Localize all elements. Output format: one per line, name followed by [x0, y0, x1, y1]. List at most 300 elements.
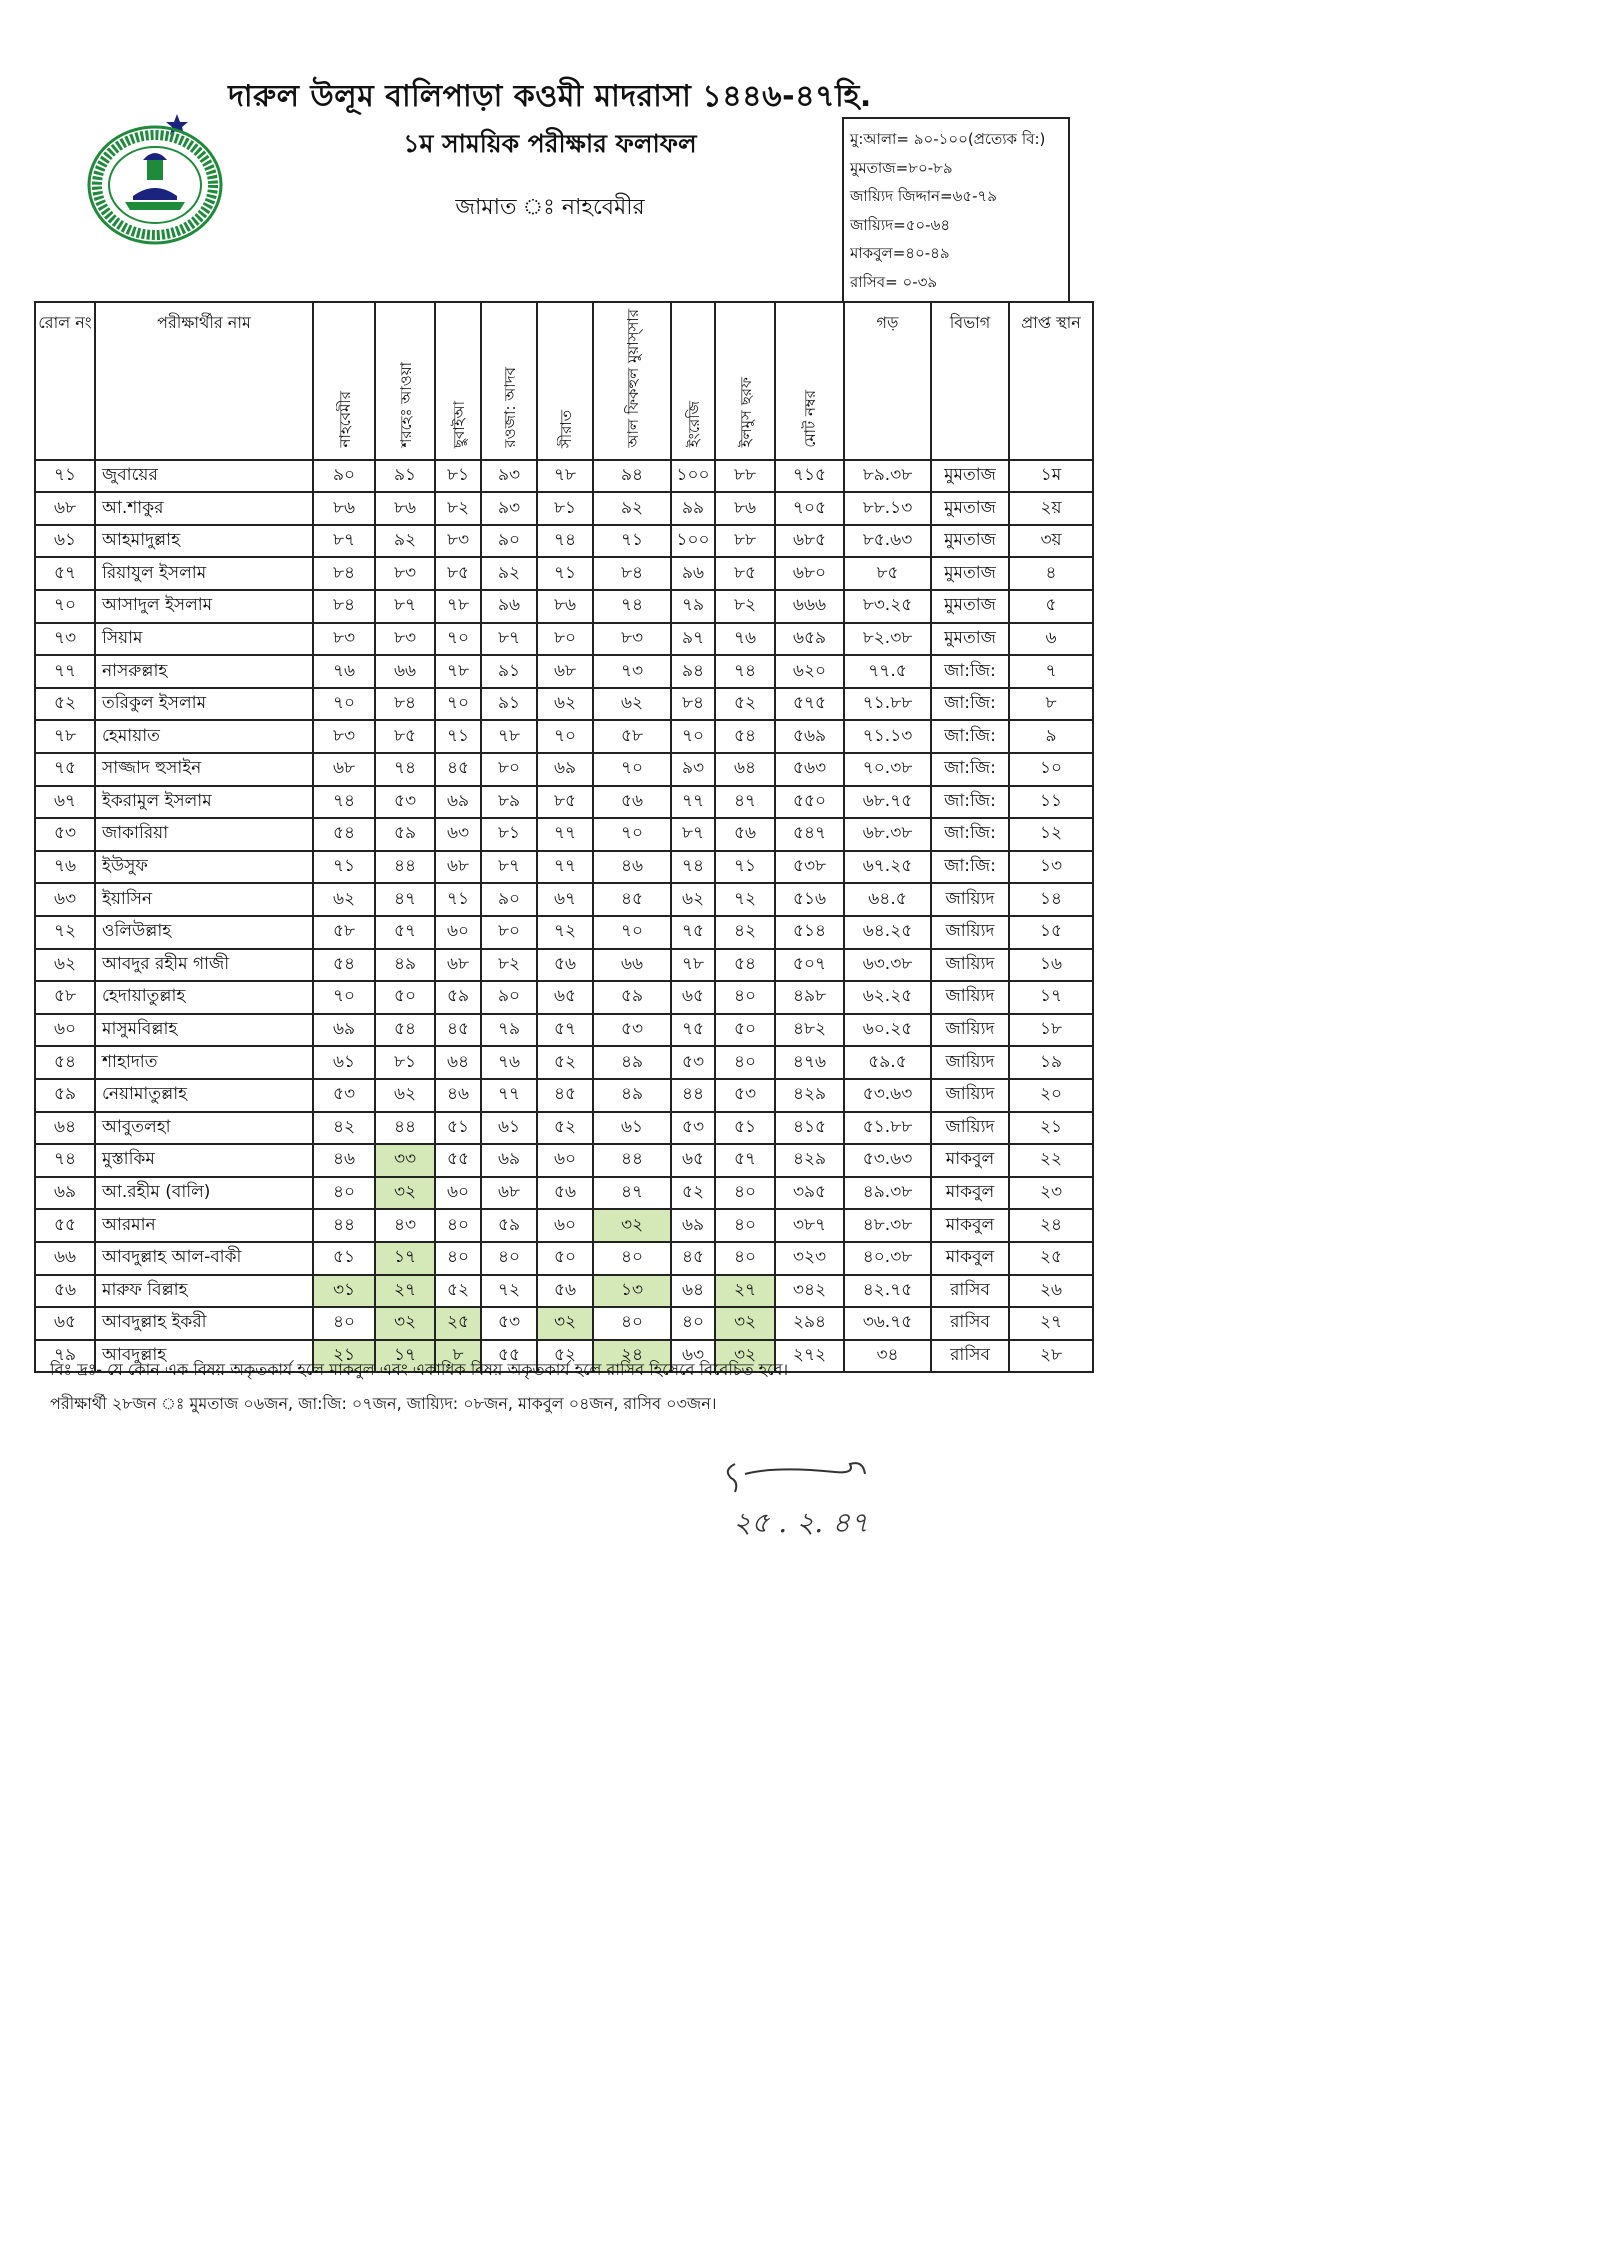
mark-cell: ৮৬: [715, 492, 775, 525]
mark-cell: ৭৮: [481, 720, 537, 753]
average-cell: ৬০.২৫: [844, 1014, 931, 1047]
mark-cell: ৫১: [715, 1112, 775, 1145]
mark-cell: ৮২: [715, 590, 775, 623]
average-cell: ৮৯.৩৮: [844, 460, 931, 493]
name-cell: আবদুর রহীম গাজী: [95, 949, 313, 982]
results-table: [34, 301, 1094, 1373]
name-cell: জুবায়ের: [95, 460, 313, 493]
mark-cell: ৫৪: [375, 1014, 435, 1047]
name-cell: ইয়াসিন: [95, 883, 313, 916]
mark-cell: ৬৬: [593, 949, 671, 982]
mark-cell: ৫৬: [593, 786, 671, 819]
mark-cell: ৭১: [715, 851, 775, 884]
col-header-subject: [313, 302, 375, 460]
position-cell: ১৭: [1009, 981, 1093, 1014]
position-cell: ২০: [1009, 1079, 1093, 1112]
position-cell: ৭: [1009, 655, 1093, 688]
average-cell: ৭০.৩৮: [844, 753, 931, 786]
total-cell: ৬৫৯: [775, 623, 844, 656]
table-row: [35, 786, 1093, 819]
mark-cell: ২৭: [375, 1275, 435, 1308]
mark-cell: ৬৯: [481, 1144, 537, 1177]
mark-cell: ৮০: [481, 916, 537, 949]
mark-cell: ২৪: [593, 1340, 671, 1373]
table-row: [35, 818, 1093, 851]
name-cell: মারুফ বিল্লাহ: [95, 1275, 313, 1308]
mark-cell: ৮৬: [313, 492, 375, 525]
mark-cell: ৮০: [537, 623, 593, 656]
division-cell: মুমতাজ: [931, 460, 1009, 493]
col-header-subject-label: আল ফিকহুল মুয়াস্সার: [623, 309, 642, 448]
mark-cell: ৮৮: [715, 460, 775, 493]
mark-cell: ৪৬: [435, 1079, 481, 1112]
mark-cell: ৪৬: [593, 851, 671, 884]
mark-cell: ৬৮: [313, 753, 375, 786]
mark-cell: ৮৫: [375, 720, 435, 753]
col-header-subject-label: নাহবেমীর: [335, 391, 354, 448]
mark-cell: ৭১: [313, 851, 375, 884]
mark-cell: ৭৮: [435, 590, 481, 623]
position-cell: ১০: [1009, 753, 1093, 786]
mark-cell: ৯২: [481, 557, 537, 590]
mark-cell: ৪৯: [593, 1046, 671, 1079]
division-cell: মুমতাজ: [931, 525, 1009, 558]
mark-cell: ৮: [435, 1340, 481, 1373]
mark-cell: ৬৫: [671, 981, 715, 1014]
position-cell: ১৩: [1009, 851, 1093, 884]
mark-cell: ৪৫: [671, 1242, 715, 1275]
mark-cell: ৫৩: [715, 1079, 775, 1112]
mark-cell: ৩৩: [375, 1144, 435, 1177]
name-cell: আবদুল্লাহ আল-বাকী: [95, 1242, 313, 1275]
mark-cell: ৫৪: [715, 720, 775, 753]
mark-cell: ৯০: [481, 525, 537, 558]
mark-cell: ৭০: [593, 753, 671, 786]
table-row: [35, 1079, 1093, 1112]
total-cell: ৬৬৬: [775, 590, 844, 623]
mark-cell: ৭৮: [537, 460, 593, 493]
mark-cell: ৮১: [435, 460, 481, 493]
division-cell: মাকবুল: [931, 1242, 1009, 1275]
position-cell: ২৪: [1009, 1209, 1093, 1242]
total-cell: ৫৫০: [775, 786, 844, 819]
grade-scale-box: [842, 117, 1070, 301]
total-cell: ৫৪৭: [775, 818, 844, 851]
mark-cell: ৪০: [313, 1177, 375, 1210]
mark-cell: ৭৪: [593, 590, 671, 623]
table-row: [35, 949, 1093, 982]
grade-scale-item: মাকবুল=৪০-৪৯: [850, 244, 950, 262]
average-cell: ৪৯.৩৮: [844, 1177, 931, 1210]
total-cell: ৭০৫: [775, 492, 844, 525]
mark-cell: ৬৩: [435, 818, 481, 851]
division-cell: মাকবুল: [931, 1177, 1009, 1210]
average-cell: ৮৮.১৩: [844, 492, 931, 525]
mark-cell: ৪০: [715, 1046, 775, 1079]
mark-cell: ৭৭: [671, 786, 715, 819]
col-header-subject: [715, 302, 775, 460]
roll-cell: ৫৮: [35, 981, 95, 1014]
name-cell: জাকারিয়া: [95, 818, 313, 851]
mark-cell: ৫৩: [671, 1112, 715, 1145]
position-cell: ১২: [1009, 818, 1093, 851]
mark-cell: ৬৬: [375, 655, 435, 688]
col-header-roll: রোল নং: [35, 302, 95, 460]
division-cell: জা:জি:: [931, 688, 1009, 721]
average-cell: ৬৩.৩৮: [844, 949, 931, 982]
mark-cell: ৫৯: [481, 1209, 537, 1242]
mark-cell: ৮৩: [593, 623, 671, 656]
grade-scale-item: মুমতাজ=৮০-৮৯: [850, 158, 953, 177]
roll-cell: ৭০: [35, 590, 95, 623]
mark-cell: ৬১: [481, 1112, 537, 1145]
mark-cell: ৯৩: [481, 492, 537, 525]
mark-cell: ৭৪: [671, 851, 715, 884]
mark-cell: ৪০: [435, 1242, 481, 1275]
position-cell: ২৩: [1009, 1177, 1093, 1210]
mark-cell: ৭০: [313, 688, 375, 721]
col-header-subject: [537, 302, 593, 460]
roll-cell: ৭৪: [35, 1144, 95, 1177]
mark-cell: ৬০: [537, 1144, 593, 1177]
mark-cell: ৬৩: [671, 1340, 715, 1373]
total-cell: ৬২০: [775, 655, 844, 688]
table-row: [35, 981, 1093, 1014]
mark-cell: ৪০: [671, 1307, 715, 1340]
roll-cell: ৫৫: [35, 1209, 95, 1242]
average-cell: ৭১.৮৮: [844, 688, 931, 721]
name-cell: আবদুল্লাহ: [95, 1340, 313, 1373]
total-cell: ৫৩৮: [775, 851, 844, 884]
total-cell: ৩২৩: [775, 1242, 844, 1275]
mark-cell: ৩২: [715, 1340, 775, 1373]
total-cell: ৬৮৫: [775, 525, 844, 558]
mark-cell: ৫০: [537, 1242, 593, 1275]
col-header-average: গড়: [844, 302, 931, 460]
total-cell: ৫১৪: [775, 916, 844, 949]
mark-cell: ৮২: [435, 492, 481, 525]
mark-cell: ৫৬: [537, 1177, 593, 1210]
total-cell: ৫৬৯: [775, 720, 844, 753]
mark-cell: ৪০: [435, 1209, 481, 1242]
mark-cell: ৯০: [313, 460, 375, 493]
mark-cell: ৪৩: [375, 1209, 435, 1242]
mark-cell: ৯০: [481, 981, 537, 1014]
mark-cell: ৯১: [375, 460, 435, 493]
table-header-row: [35, 302, 1093, 460]
table-row: [35, 688, 1093, 721]
mark-cell: ১৩: [593, 1275, 671, 1308]
table-row: [35, 1014, 1093, 1047]
average-cell: ৫৩.৬৩: [844, 1079, 931, 1112]
table-row: [35, 460, 1093, 493]
mark-cell: ৫৪: [313, 818, 375, 851]
mark-cell: ৮৩: [313, 623, 375, 656]
position-cell: ১৯: [1009, 1046, 1093, 1079]
mark-cell: ৫৪: [313, 949, 375, 982]
mark-cell: ৩২: [375, 1307, 435, 1340]
mark-cell: ৯৪: [671, 655, 715, 688]
average-cell: ৮৫.৬৩: [844, 525, 931, 558]
mark-cell: ৬৫: [671, 1144, 715, 1177]
mark-cell: ৫৩: [671, 1046, 715, 1079]
table-row: [35, 590, 1093, 623]
mark-cell: ৭৪: [537, 525, 593, 558]
mark-cell: ৪৫: [537, 1079, 593, 1112]
mark-cell: ৬৪: [715, 753, 775, 786]
page-title: দারুল উলূম বালিপাড়া কওমী মাদরাসা ১৪৪৬-৪৭হি.: [228, 79, 872, 114]
average-cell: ৩৪: [844, 1340, 931, 1373]
average-cell: ৭১.১৩: [844, 720, 931, 753]
name-cell: সিয়াম: [95, 623, 313, 656]
mark-cell: ৪০: [593, 1242, 671, 1275]
roll-cell: ৬১: [35, 525, 95, 558]
col-header-subject-label: শরহেঃ আওয়া: [396, 362, 415, 448]
mark-cell: ৮৭: [481, 623, 537, 656]
mark-cell: ৭৮: [435, 655, 481, 688]
name-cell: ওলিউল্লাহ: [95, 916, 313, 949]
name-cell: শাহাদাত: [95, 1046, 313, 1079]
division-cell: জায়্যিদ: [931, 883, 1009, 916]
mark-cell: ৭৯: [481, 1014, 537, 1047]
mark-cell: ২৫: [435, 1307, 481, 1340]
mark-cell: ৫২: [537, 1046, 593, 1079]
division-cell: রাসিব: [931, 1275, 1009, 1308]
table-row: [35, 655, 1093, 688]
mark-cell: ৫০: [375, 981, 435, 1014]
total-cell: ৫১৬: [775, 883, 844, 916]
roll-cell: ৬৯: [35, 1177, 95, 1210]
mark-cell: ৮৭: [481, 851, 537, 884]
mark-cell: ৫৬: [537, 1275, 593, 1308]
mark-cell: ৪৯: [375, 949, 435, 982]
average-cell: ৪০.৩৮: [844, 1242, 931, 1275]
mark-cell: ৮৬: [537, 590, 593, 623]
mark-cell: ৪৬: [313, 1144, 375, 1177]
mark-cell: ৭৭: [537, 818, 593, 851]
name-cell: আবুতলহা: [95, 1112, 313, 1145]
mark-cell: ৭০: [313, 981, 375, 1014]
division-cell: মাকবুল: [931, 1144, 1009, 1177]
mark-cell: ৭৬: [715, 623, 775, 656]
mark-cell: ৭০: [435, 688, 481, 721]
mark-cell: ৩২: [537, 1307, 593, 1340]
total-cell: ৪৮২: [775, 1014, 844, 1047]
total-cell: ৪২৯: [775, 1144, 844, 1177]
average-cell: ৫১.৮৮: [844, 1112, 931, 1145]
mark-cell: ৮৭: [671, 818, 715, 851]
mark-cell: ৭৪: [715, 655, 775, 688]
mark-cell: ৯১: [481, 688, 537, 721]
mark-cell: ৪০: [715, 1177, 775, 1210]
col-header-position: প্রাপ্ত স্থান: [1009, 302, 1093, 460]
mark-cell: ৬২: [671, 883, 715, 916]
mark-cell: ৩১: [313, 1275, 375, 1308]
mark-cell: ২১: [313, 1340, 375, 1373]
division-cell: জা:জি:: [931, 851, 1009, 884]
mark-cell: ৬২: [375, 1079, 435, 1112]
mark-cell: ৮১: [537, 492, 593, 525]
name-cell: আবদুল্লাহ ইকরী: [95, 1307, 313, 1340]
position-cell: ২য়: [1009, 492, 1093, 525]
mark-cell: ৮০: [481, 753, 537, 786]
mark-cell: ৮২: [481, 949, 537, 982]
average-cell: ৬৮.৭৫: [844, 786, 931, 819]
mark-cell: ৫৬: [537, 949, 593, 982]
mark-cell: ১৭: [375, 1242, 435, 1275]
position-cell: ৯: [1009, 720, 1093, 753]
table-row: [35, 1144, 1093, 1177]
mark-cell: ৬৫: [537, 981, 593, 1014]
mark-cell: ৫৮: [313, 916, 375, 949]
mark-cell: ৯২: [375, 525, 435, 558]
mark-cell: ৪২: [313, 1112, 375, 1145]
name-cell: হেমায়াত: [95, 720, 313, 753]
average-cell: ৫৩.৬৩: [844, 1144, 931, 1177]
mark-cell: ৮৭: [313, 525, 375, 558]
mark-cell: ৭১: [435, 883, 481, 916]
signature: [715, 1452, 905, 1547]
roll-cell: ৭১: [35, 460, 95, 493]
table-row: [35, 1046, 1093, 1079]
name-cell: আহমাদুল্লাহ: [95, 525, 313, 558]
total-cell: ৪২৯: [775, 1079, 844, 1112]
mark-cell: ৬৪: [671, 1275, 715, 1308]
table-row: [35, 525, 1093, 558]
mark-cell: ৫৭: [715, 1144, 775, 1177]
col-header-subject: [375, 302, 435, 460]
name-cell: আ.শাকুর: [95, 492, 313, 525]
total-cell: ২৭২: [775, 1340, 844, 1373]
mark-cell: ৪৭: [715, 786, 775, 819]
table-row: [35, 883, 1093, 916]
col-header-subject: [435, 302, 481, 460]
mark-cell: ৫৩: [375, 786, 435, 819]
mark-cell: ৮৪: [671, 688, 715, 721]
mark-cell: ৭০: [593, 818, 671, 851]
mark-cell: ৪৪: [671, 1079, 715, 1112]
table-row: [35, 720, 1093, 753]
position-cell: ৪: [1009, 557, 1093, 590]
mark-cell: ৮৩: [375, 557, 435, 590]
average-cell: ৬৮.৩৮: [844, 818, 931, 851]
mark-cell: ৪০: [481, 1242, 537, 1275]
mark-cell: ৭৪: [375, 753, 435, 786]
roll-cell: ৬৪: [35, 1112, 95, 1145]
mark-cell: ৫৭: [537, 1014, 593, 1047]
division-cell: মুমতাজ: [931, 557, 1009, 590]
table-row: [35, 851, 1093, 884]
mark-cell: ৫৭: [375, 916, 435, 949]
division-cell: রাসিব: [931, 1340, 1009, 1373]
roll-cell: ৬৫: [35, 1307, 95, 1340]
average-cell: ৫৯.৫: [844, 1046, 931, 1079]
average-cell: ৪৮.৩৮: [844, 1209, 931, 1242]
mark-cell: ৬৯: [313, 1014, 375, 1047]
mark-cell: ৩২: [375, 1177, 435, 1210]
mark-cell: ৬২: [537, 688, 593, 721]
mark-cell: ১০০: [671, 460, 715, 493]
mark-cell: ৭১: [593, 525, 671, 558]
roll-cell: ৬৬: [35, 1242, 95, 1275]
mark-cell: ৭৩: [593, 655, 671, 688]
grade-scale-item: মু:আলা= ৯০-১০০(প্রত্যেক বি:): [850, 130, 1046, 148]
mark-cell: ৮৬: [375, 492, 435, 525]
table-row: [35, 623, 1093, 656]
mark-cell: ৯৩: [481, 460, 537, 493]
mark-cell: ৬৮: [435, 949, 481, 982]
mark-cell: ৬৭: [537, 883, 593, 916]
mark-cell: ৫১: [435, 1112, 481, 1145]
mark-cell: ৪৯: [593, 1079, 671, 1112]
mark-cell: ৮৮: [715, 525, 775, 558]
table-row: [35, 1209, 1093, 1242]
mark-cell: ৫২: [435, 1275, 481, 1308]
mark-cell: ৪৪: [313, 1209, 375, 1242]
mark-cell: ৯৬: [481, 590, 537, 623]
mark-cell: ৮৭: [375, 590, 435, 623]
col-header-total: [775, 302, 844, 460]
mark-cell: ৮১: [481, 818, 537, 851]
mark-cell: ২৭: [715, 1275, 775, 1308]
col-header-subject: [593, 302, 671, 460]
roll-cell: ৬৮: [35, 492, 95, 525]
exam-subtitle: ১ম সাময়িক পরীক্ষার ফলাফল: [403, 129, 697, 158]
mark-cell: ৬০: [435, 1177, 481, 1210]
division-cell: জায়্যিদ: [931, 1112, 1009, 1145]
col-header-subject: [481, 302, 537, 460]
average-cell: ৬৭.২৫: [844, 851, 931, 884]
table-row: [35, 916, 1093, 949]
col-header-total-label: মোট নম্বর: [801, 389, 819, 448]
name-cell: মুস্তাকিম: [95, 1144, 313, 1177]
average-cell: ৮২.৩৮: [844, 623, 931, 656]
mark-cell: ৬৯: [537, 753, 593, 786]
mark-cell: ৭২: [715, 883, 775, 916]
name-cell: তরিকুল ইসলাম: [95, 688, 313, 721]
mark-cell: ৭৮: [671, 949, 715, 982]
mark-cell: ৬৪: [435, 1046, 481, 1079]
division-cell: রাসিব: [931, 1307, 1009, 1340]
total-cell: ৩৪২: [775, 1275, 844, 1308]
mark-cell: ৭০: [435, 623, 481, 656]
mark-cell: ৭০: [537, 720, 593, 753]
total-cell: ৭১৫: [775, 460, 844, 493]
mark-cell: ৪০: [715, 1242, 775, 1275]
total-cell: ২৯৪: [775, 1307, 844, 1340]
average-cell: ৬৪.৫: [844, 883, 931, 916]
position-cell: ৬: [1009, 623, 1093, 656]
division-cell: মুমতাজ: [931, 590, 1009, 623]
mark-cell: ৯১: [481, 655, 537, 688]
name-cell: হেদায়াতুল্লাহ: [95, 981, 313, 1014]
name-cell: সাজ্জাদ হুসাইন: [95, 753, 313, 786]
mark-cell: ৫২: [537, 1340, 593, 1373]
mark-cell: ৭৪: [313, 786, 375, 819]
roll-cell: ৭৭: [35, 655, 95, 688]
name-cell: নাসরুল্লাহ: [95, 655, 313, 688]
col-header-subject: [671, 302, 715, 460]
mark-cell: ৫৪: [715, 949, 775, 982]
mark-cell: ৯২: [593, 492, 671, 525]
mark-cell: ৫২: [715, 688, 775, 721]
mark-cell: ৯৬: [671, 557, 715, 590]
mark-cell: ৮৪: [313, 590, 375, 623]
mark-cell: ৫০: [715, 1014, 775, 1047]
table-row: [35, 1242, 1093, 1275]
position-cell: ২২: [1009, 1144, 1093, 1177]
table-row: [35, 1307, 1093, 1340]
